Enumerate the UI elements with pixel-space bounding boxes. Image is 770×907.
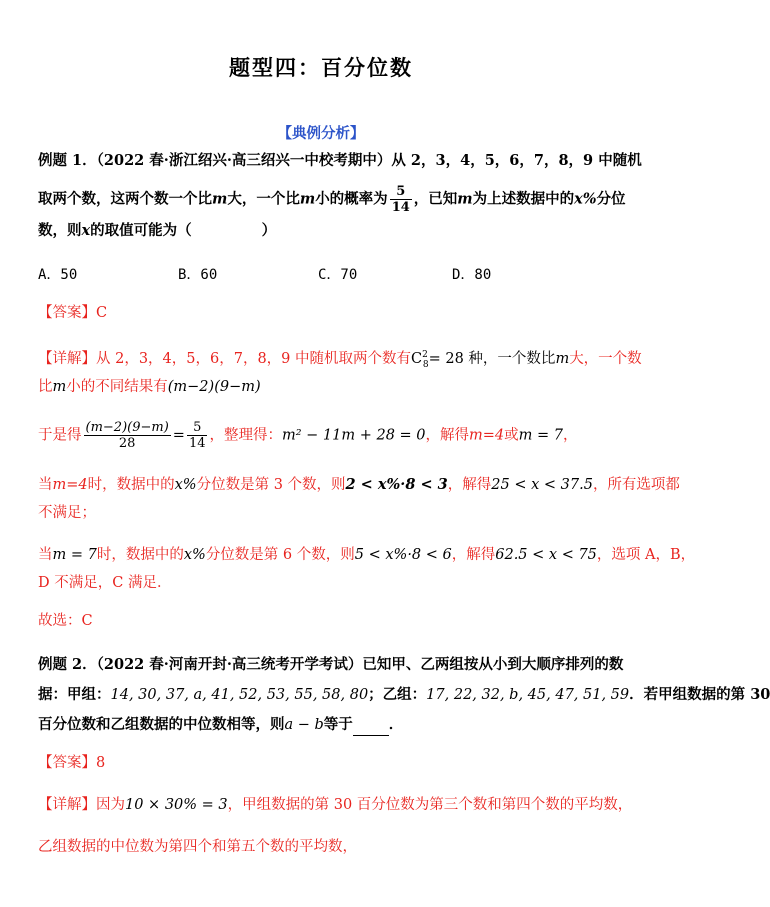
example1-detail-line5: 不满足；: [38, 505, 96, 521]
example1-conclusion: 故选：C: [38, 613, 93, 629]
option-a: A．50: [38, 267, 78, 283]
example1-detail-line4: 当m=4时，数据中的x%分位数是第 3 个数，则2 < x%·8 < 3，解得25 < x < 37.5，所有选项都: [38, 476, 680, 493]
section-header: 【典例分析】: [277, 125, 365, 142]
example1-detail-line6: 当m = 7时，数据中的x%分位数是第 6 个数，则5 < x%·8 < 6，解得62.5 < x < 75，选项 A，B，: [38, 547, 696, 563]
example2-detail-line2: 乙组数据的中位数为第四个和第五个数的平均数，: [38, 839, 357, 855]
example2-answer: 【答案】8: [38, 755, 106, 771]
example2-line1: 例题 2．（2022 春·河南开封·高三统考开学考试）已知甲、乙两组按从小到大顺序排列的数: [38, 656, 624, 673]
page-title: 题型四：百分位数: [229, 56, 413, 80]
probability-fraction: $\frac{5}{14}$: [391, 184, 410, 215]
example1-detail-line3: 于是得 $\frac{(m-2)(9-m)}{28}$ = $\frac{5}{14}$ ，整理得：m² − 11m + 28 = 0，解得m=4或m = 7，: [38, 420, 578, 451]
example2-line3: 百分位数和乙组数据的中位数相等，则a − b等于 ．: [38, 714, 403, 736]
example1-detail-line1: 【详解】从 2，3，4，5，6，7，8，9 中随机取两个数有$C^2_8= 28$ 种，一个数比m大，一个数: [38, 350, 642, 370]
example2-line2: 据：甲组：14, 30, 37, a, 41, 52, 53, 55, 58, 80；乙组：17, 22, 32, b, 45, 47, 51, 59．若甲组数据的第 30: [38, 686, 770, 703]
option-b: B．60: [178, 267, 218, 283]
answer-blank: [353, 721, 389, 736]
example1-answer: 【答案】C: [38, 305, 108, 321]
option-c: C．70: [318, 267, 358, 283]
example2-detail-line1: 【详解】因为10 × 30% = 3，甲组数据的第 30 百分位数为第三个数和第四个数的平均数，: [38, 797, 633, 813]
example1-detail-line2: 比m小的不同结果有(m−2)(9−m): [38, 379, 261, 395]
example1-line2: 取两个数，这两个数一个比m大，一个比m小的概率为 $\frac{5}{14}$ ，已知m为上述数据中的x%分位: [38, 184, 626, 215]
example1-line3: 数，则x的取值可能为（ ）: [38, 222, 277, 239]
option-d: D．80: [452, 267, 492, 283]
example1-detail-line7: D 不满足，C 满足．: [38, 575, 172, 591]
example1-line1: 例题 1．（2022 春·浙江绍兴·高三绍兴一中校考期中）从 2，3，4，5，6，7，8，9 中随机: [38, 152, 642, 169]
